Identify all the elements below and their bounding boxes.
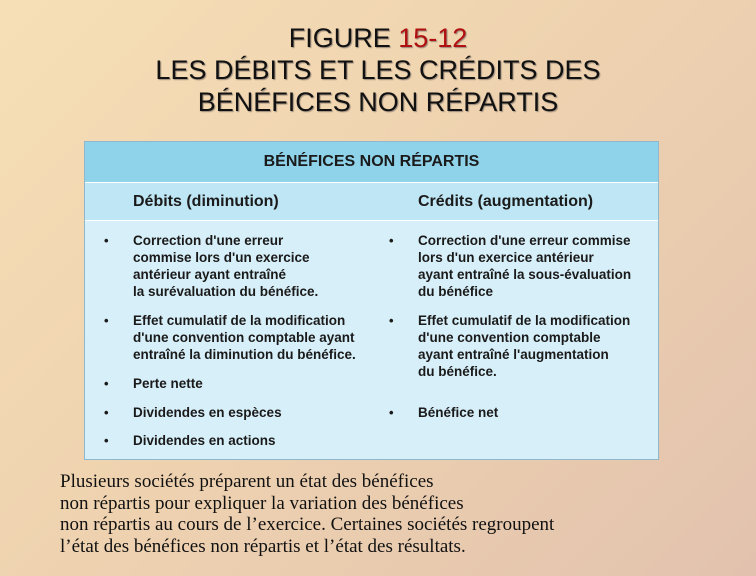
figure-title bbox=[0, 22, 756, 118]
credit-column-header: Crédits (augmentation) bbox=[418, 193, 594, 210]
credit-item-line: ayant entraîné la sous-évaluation bbox=[418, 267, 632, 282]
debit-bullet: • bbox=[104, 433, 109, 448]
debit-bullet: • bbox=[104, 313, 109, 328]
debit-item-line: Effet cumulatif de la modification bbox=[133, 313, 346, 328]
title-line-2: LES DÉBITS ET LES CRÉDITS DES bbox=[155, 55, 601, 85]
credit-item bbox=[418, 312, 630, 380]
debit-item-line: entraîné la diminution du bénéfice. bbox=[133, 347, 356, 362]
debit-bullet: • bbox=[104, 376, 109, 391]
caption-line: non répartis pour expliquer la variation des bénéfices bbox=[60, 492, 464, 514]
credit-item bbox=[418, 404, 498, 421]
credit-item-line: Correction d'une erreur commise bbox=[418, 233, 631, 248]
debit-item-line: Dividendes en espèces bbox=[133, 405, 282, 420]
credit-item-line: d'une convention comptable bbox=[418, 330, 601, 345]
debit-item bbox=[133, 404, 282, 421]
table-header bbox=[85, 142, 658, 183]
debit-item-line: la surévaluation du bénéfice. bbox=[133, 284, 319, 299]
credit-item-line: ayant entraîné l'augmentation bbox=[418, 347, 609, 362]
debit-column-header: Débits (diminution) bbox=[133, 193, 279, 210]
title-line-3: BÉNÉFICES NON RÉPARTIS bbox=[197, 87, 559, 117]
credit-bullet: • bbox=[389, 313, 394, 328]
caption-line: non répartis au cours de l’exercice. Certaines sociétés regroupent bbox=[60, 514, 555, 535]
caption-line: Plusieurs sociétés préparent un état des bénéfices bbox=[60, 471, 434, 492]
debit-item-line: Correction d'une erreur bbox=[133, 233, 284, 248]
credit-item-line: Bénéfice net bbox=[418, 405, 499, 420]
figure-word: FIGURE bbox=[288, 23, 391, 53]
debit-item-line: d'une convention comptable ayant bbox=[133, 330, 355, 345]
debit-item bbox=[133, 432, 276, 449]
credit-item-line: lors d'un exercice antérieur bbox=[418, 250, 594, 265]
debit-bullet: • bbox=[104, 405, 109, 420]
credit-bullet: • bbox=[389, 405, 394, 420]
debit-item-line: commise lors d'un exercice bbox=[133, 250, 310, 265]
debit-item bbox=[133, 312, 356, 363]
debit-bullet: • bbox=[104, 233, 109, 248]
debit-item bbox=[133, 375, 203, 392]
debit-item bbox=[133, 232, 318, 300]
retained-earnings-table bbox=[84, 141, 659, 460]
table-header-text: BÉNÉFICES NON RÉPARTIS bbox=[263, 153, 480, 170]
debit-item-line: antérieur ayant entraîné bbox=[133, 267, 287, 282]
debit-item-line: Dividendes en actions bbox=[133, 433, 276, 448]
credit-item-line: du bénéfice bbox=[418, 284, 494, 299]
credit-item-line: Effet cumulatif de la modification bbox=[418, 313, 631, 328]
title-line-1 bbox=[0, 22, 756, 54]
debit-item-line: Perte nette bbox=[133, 376, 203, 391]
caption-paragraph bbox=[60, 471, 740, 557]
credit-item bbox=[418, 232, 631, 300]
caption-line: l’état des bénéfices non répartis et l’état des résultats. bbox=[60, 535, 466, 557]
figure-number: 15-12 bbox=[398, 23, 468, 53]
credit-bullet: • bbox=[389, 233, 394, 248]
credit-item-line: du bénéfice. bbox=[418, 364, 497, 379]
column-headers bbox=[85, 183, 658, 221]
